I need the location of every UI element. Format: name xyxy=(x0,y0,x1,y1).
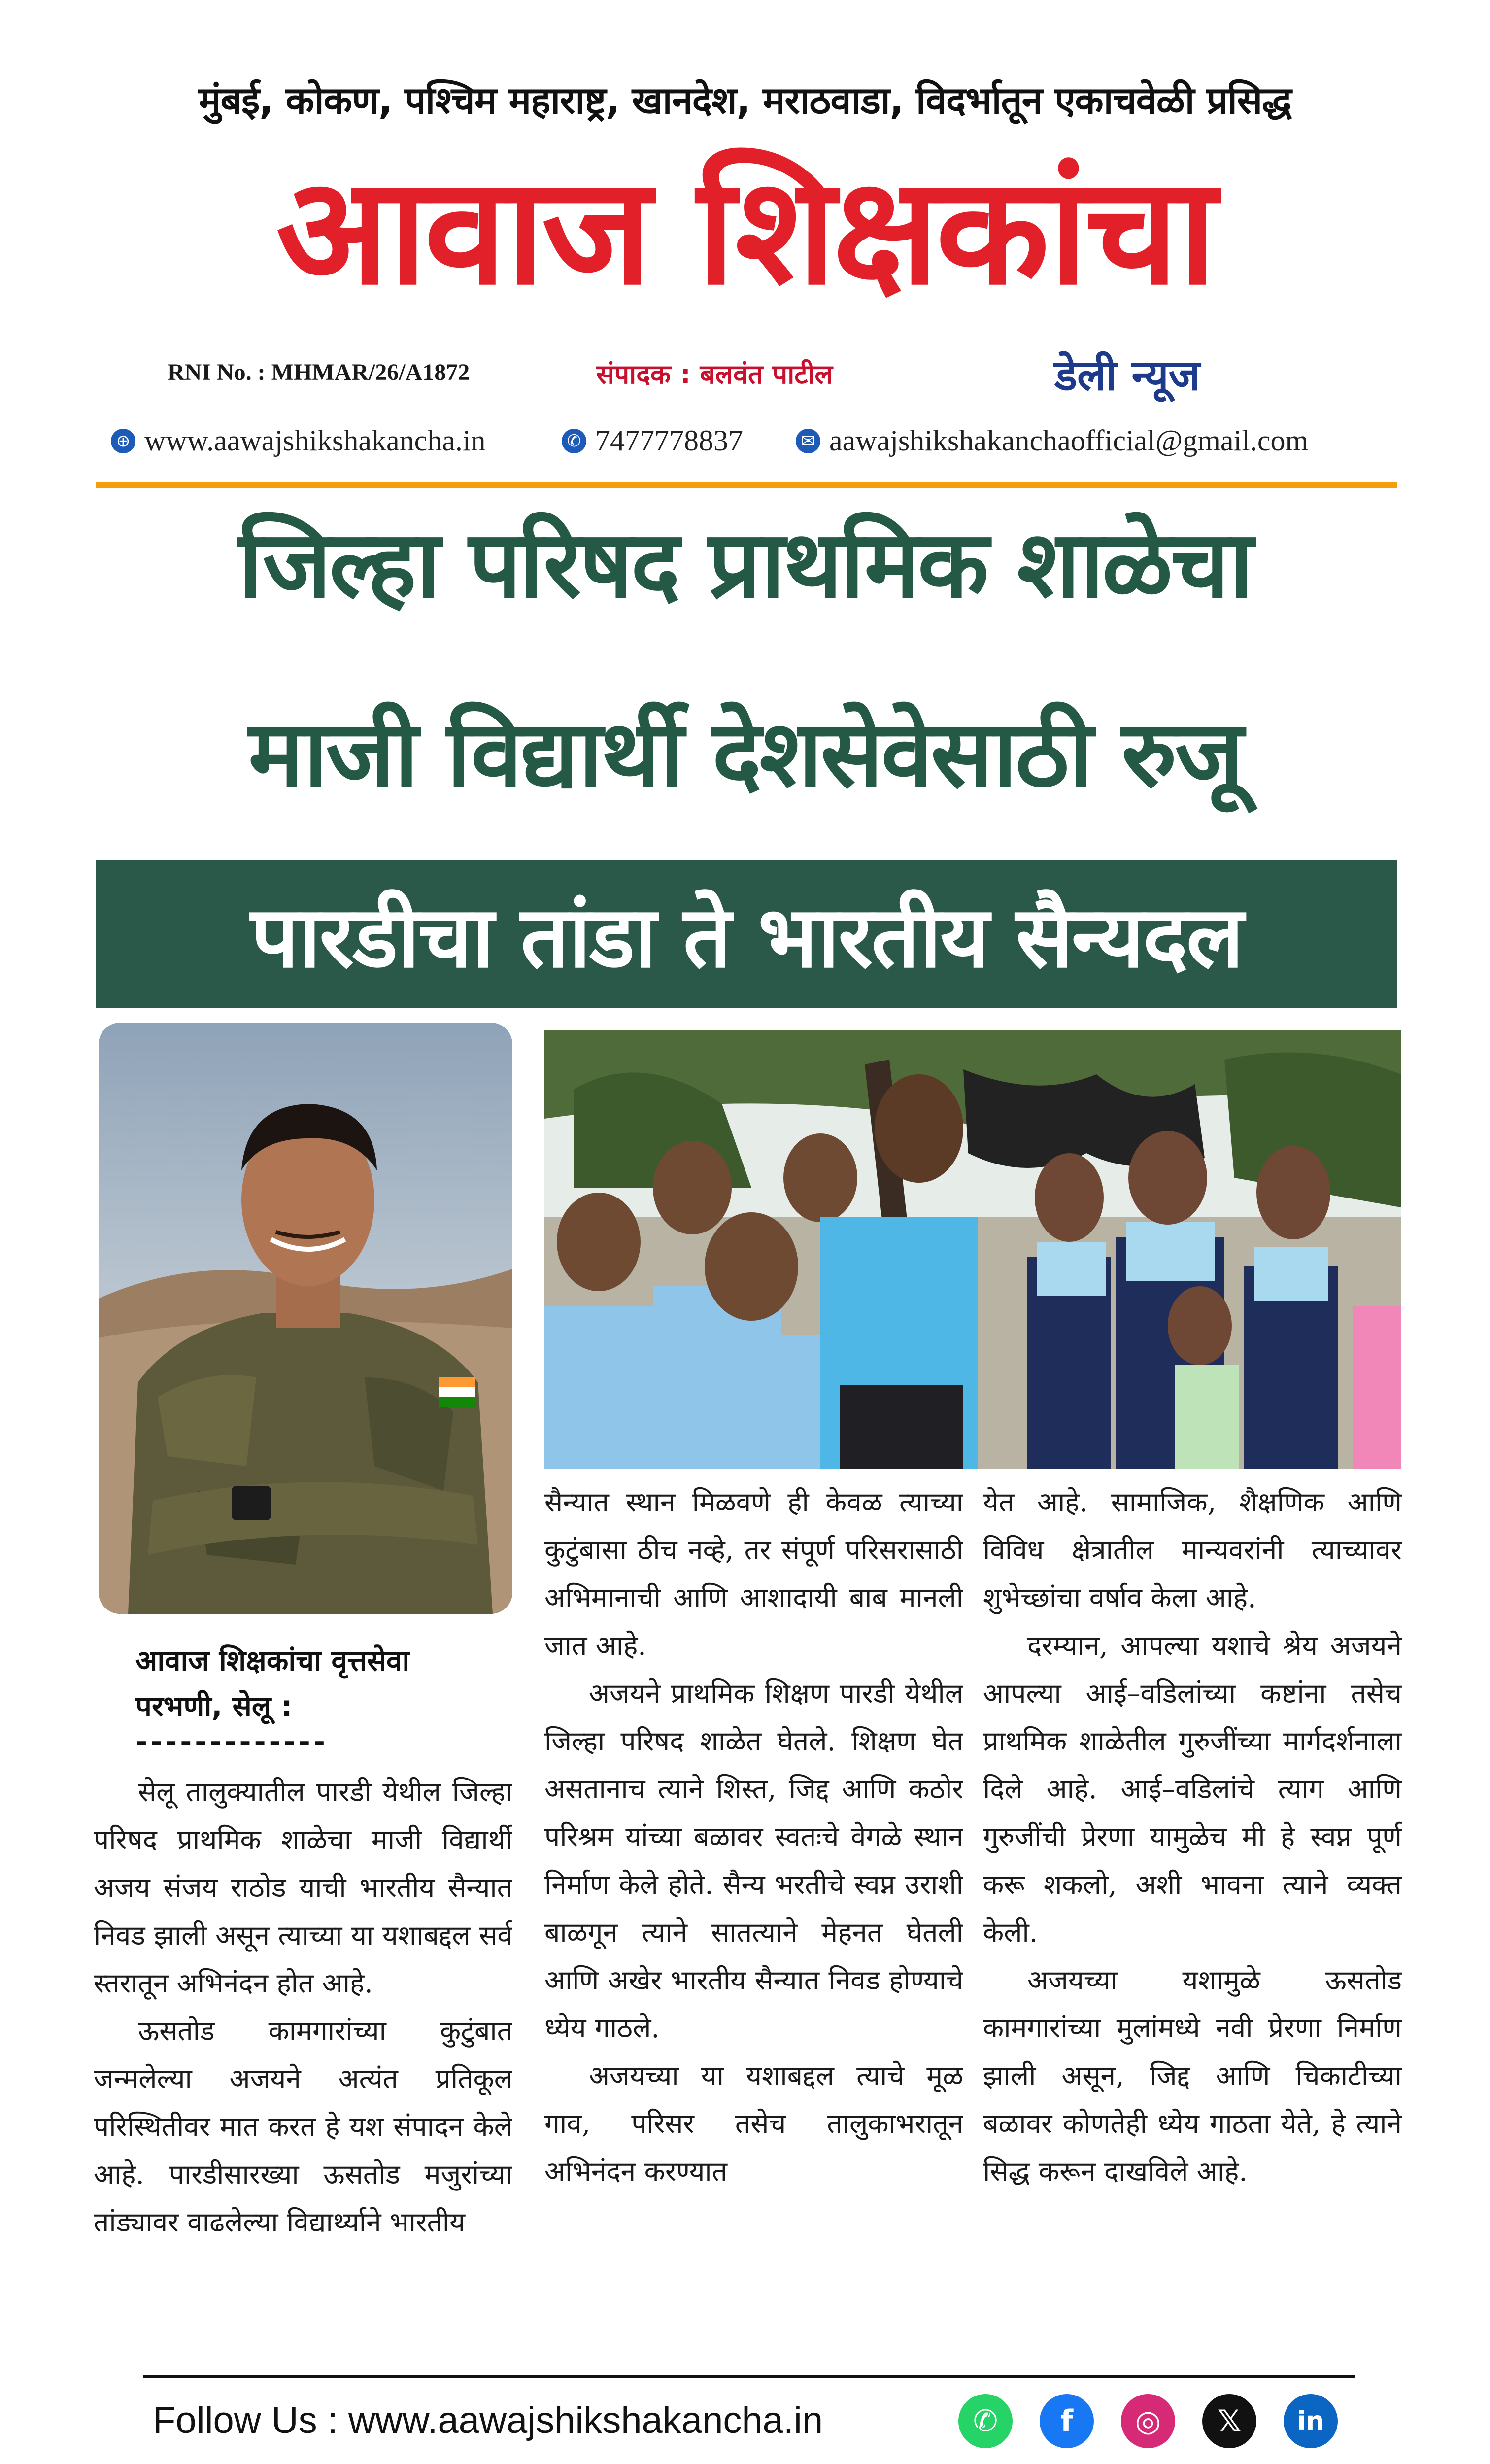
contact-website[interactable] xyxy=(111,424,486,458)
byline-separator: ------------- xyxy=(135,1725,328,1758)
masthead-tagline: मुंबई, कोकण, पश्चिम महाराष्ट्र, खानदेश, मराठवाडा, विदर्भातून एकाचवेळी प्रसिद्ध xyxy=(199,78,1291,122)
article-column-3 xyxy=(983,1478,1402,2336)
headline-line-1: जिल्हा परिषद प्राथमिक शाळेचा xyxy=(238,511,1252,618)
col2-paragraph-3: अजयच्या या यशाबद्दल त्याचे मूळ गाव, परिसर तसेच तालुकाभरातून अभिनंदन करण्यात xyxy=(544,2060,963,2187)
x-icon[interactable]: 𝕏 xyxy=(1202,2394,1256,2448)
linkedin-icon[interactable]: in xyxy=(1284,2394,1338,2448)
article-column-2 xyxy=(544,1478,963,2336)
contact-phone[interactable] xyxy=(562,424,743,458)
footer-top-rule xyxy=(143,2375,1355,2378)
col2-paragraph-2: अजयने प्राथमिक शिक्षण पारडी येथील जिल्हा परिषद शाळेत घेतले. शिक्षण घेत असतानाच त्याने शिस्त, जिद्द आणि कठोर परिश्रम यांच्या बळावर स्वतःचे वेगळे स्थान निर्माण केले होते. सैन्य भरतीचे स्वप्न उराशी बाळगून त्याने सातत्याने मेहनत घेतली आणि अखेर भारतीय सैन्यात निवड होण्याचे ध्येय गाठले. xyxy=(544,1677,963,2044)
edition-label: डेली न्यूज xyxy=(1054,351,1200,400)
phone-text: 7477778837 xyxy=(595,424,743,457)
col2-paragraph-1: सैन्यात स्थान मिळवणे ही केवळ त्याच्या कुटुंबासा ठीच नव्हे, तर संपूर्ण परिसरासाठी अभिमानाची आणि आशादायी बाब मानली जात आहे. xyxy=(544,1486,963,1661)
soldier-portrait-photo xyxy=(99,1023,512,1614)
byline-agency: आवाज शिक्षकांचा वृत्तसेवा xyxy=(135,1644,410,1677)
article-column-1 xyxy=(94,1768,512,2350)
col3-paragraph-1: येत आहे. सामाजिक, शैक्षणिक आणि विविध क्षेत्रातील मान्यवरांनी त्याच्यावर शुभेच्छांचा वर्षाव केला आहे. xyxy=(983,1486,1402,1613)
header-divider xyxy=(96,482,1397,488)
email-icon: ✉ xyxy=(796,429,820,453)
website-text: www.aawajshikshakancha.in xyxy=(144,424,486,457)
rni-number: RNI No. : MHMAR/26/A1872 xyxy=(168,359,470,385)
col1-paragraph-2: ऊसतोड कामगारांच्या कुटुंबात जन्मलेल्या अजयने अत्यंत प्रतिकूल परिस्थितीवर मात करत हे यश संपादन केले आहे. पारडीसारख्या ऊसतोड मजुरांच्या तांड्यावर वाढलेल्या विद्यार्थ्याने भारतीय xyxy=(94,2015,512,2238)
email-text: aawajshikshakanchaofficial@gmail.com xyxy=(829,424,1309,457)
col3-paragraph-3: अजयच्या यशामुळे ऊसतोड कामगारांच्या मुलांमध्ये नवी प्रेरणा निर्माण झाली असून, जिद्द आणि चिकाटीच्या बळावर कोणतेही ध्येय गाठता येते, हे त्याने सिद्ध करून दाखविले आहे. xyxy=(983,1964,1402,2187)
headline-line-2: माजी विद्यार्थी देशसेवेसाठी रुजू xyxy=(248,700,1242,808)
newspaper-title: आवाज शिक्षकांचा xyxy=(276,145,1214,317)
students-group-photo xyxy=(544,1030,1401,1469)
instagram-icon[interactable]: ◎ xyxy=(1121,2394,1175,2448)
follow-us-link[interactable]: Follow Us : www.aawajshikshakancha.in xyxy=(153,2399,823,2441)
byline-dateline: परभणी, सेलू : xyxy=(135,1689,293,1723)
facebook-icon[interactable]: f xyxy=(1040,2394,1094,2448)
editor-credit: संपादक : बलवंत पाटील xyxy=(596,359,833,390)
subheadline-text: पारडीचा तांडा ते भारतीय सैन्यदल xyxy=(250,888,1243,987)
col1-paragraph-1: सेलू तालुक्यातील पारडी येथील जिल्हा परिषद प्राथमिक शाळेचा माजी विद्यार्थी अजय संजय राठोड याची भारतीय सैन्यात निवड झाली असून त्याच्या या यशाबद्दल सर्व स्तरातून अभिनंदन होत आहे. xyxy=(94,1776,512,1999)
subheadline-banner xyxy=(96,860,1397,1008)
col3-paragraph-2: दरम्यान, आपल्या यशाचे श्रेय अजयने आपल्या आई–वडिलांच्या कष्टांना तसेच प्राथमिक शाळेतील गुरुजींच्या मार्गदर्शनाला दिले आहे. आई–वडिलांचे त्याग आणि गुरुजींची प्रेरणा यामुळेच मी हे स्वप्न पूर्ण करू शकलो, अशी भावना त्याने व्यक्त केली. xyxy=(983,1630,1402,1948)
phone-icon: ✆ xyxy=(562,429,586,453)
contact-email[interactable] xyxy=(796,424,1308,458)
whatsapp-icon[interactable]: ✆ xyxy=(958,2394,1013,2448)
globe-icon: ⊕ xyxy=(111,429,135,453)
